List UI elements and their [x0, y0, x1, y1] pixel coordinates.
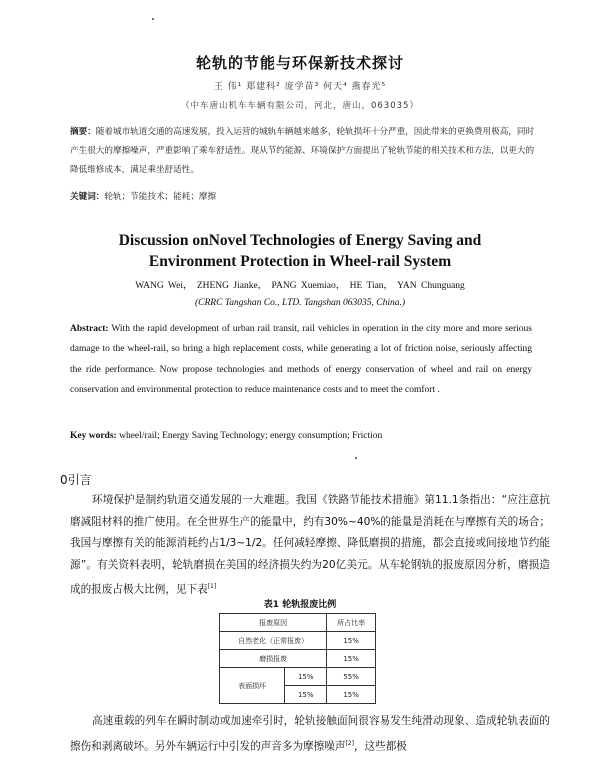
- table-cell-sub: 15%: [285, 686, 327, 704]
- chinese-title: 轮轨的节能与环保新技术探讨: [195, 54, 404, 72]
- wear-ratio-table: [219, 613, 376, 704]
- intro-paragraph-1: [70, 490, 550, 601]
- english-abstract-text: With the rapid development of urban rail transit, rail vehicles in operation in the city more and more serious damage to the wheel-rail, so bring a high replacement costs, while generating a lot of friction noise, seriously affecting the ride performance. Now propose technologies and methods of energy conservation of wheel and rail on energy conservation and environmental protection to reduce maintenance costs and to meet the comfort .: [70, 324, 532, 395]
- english-keywords-label: Key words:: [70, 431, 117, 441]
- scan-speck: [152, 18, 154, 20]
- scan-speck: [355, 457, 357, 459]
- chinese-abstract: [70, 123, 540, 180]
- chinese-keywords: [70, 190, 540, 202]
- english-keywords: [70, 431, 540, 441]
- chinese-keywords-label: 关键词：: [70, 192, 105, 202]
- english-title-line1: Discussion onNovel Technologies of Energy Saving and: [118, 232, 482, 249]
- table-cell-ratio: 55%: [327, 668, 376, 686]
- english-abstract: [70, 319, 532, 400]
- intro-paragraph-1-text: 环境保护是制约轨道交通发展的一大难题。我国《铁路节能技术措施》第11.1条指出：“应注意抗磨减阻材料的推广使用。在全世界生产的能量中，约有30%~40%的能量是消耗在与摩擦有关的场合；我国与摩擦有关的能源消耗约占1/3~1/2。任何减轻摩擦、降低磨损的措施，都会直接或间接地节约能源”。有关资料表明，轮轨磨损在美国的经济损失约为20亿美元。从车轮钢轨的报废原因分析，磨损造成的报废占极大比例，见下表: [70, 494, 550, 596]
- table-row: [220, 650, 376, 668]
- english-authors: WANG Wei， ZHENG Jianke， PANG Xuemiao， HE Tian， YAN Chunguang: [135, 281, 465, 291]
- table-cell-ratio: 15%: [327, 686, 376, 704]
- english-title: [0, 230, 600, 272]
- table-cell-ratio: 15%: [327, 632, 376, 650]
- intro-paragraph-2-text: 高速重载的列车在瞬时制动或加速牵引时，轮轨接触面间很容易发生纯滑动现象、造成轮轨表面的擦伤和剥离破坏。另外车辆运行中引发的声音多为摩擦噪声: [70, 715, 550, 753]
- intro-paragraph-2: [70, 711, 550, 758]
- chinese-affiliation: （中车唐山机车车辆有限公司，河北，唐山，063035）: [181, 101, 419, 111]
- table-cell-reason: 磨损报废: [220, 650, 327, 668]
- citation-ref-2: [2]: [345, 739, 354, 747]
- english-affiliation: (CRRC Tangshan Co., LTD. Tangshan 063035, China.): [195, 298, 405, 308]
- table-row: [220, 668, 376, 686]
- intro-paragraph-2-tail: ，这些都极: [353, 740, 407, 753]
- english-abstract-label: Abstract:: [70, 324, 109, 334]
- english-title-line2: Environment Protection in Wheel-rail System: [148, 253, 452, 270]
- chinese-authors: 王 伟¹ 郑建科² 庞学苗³ 何天⁴ 燕春光⁵: [213, 82, 387, 92]
- chinese-keywords-text: 轮轨；节能技术；能耗；摩擦: [104, 192, 217, 202]
- citation-ref-1: [1]: [207, 583, 217, 590]
- table-cell-reason: 表面损坏: [220, 668, 285, 704]
- table-row: [220, 614, 376, 632]
- english-keywords-text: wheel/rail; Energy Saving Technology; energy consumption; Friction: [119, 431, 383, 441]
- chinese-abstract-text: 随着城市轨道交通的高速发展，投入运营的城轨车辆越来越多，轮轨损坏十分严重，因此带来的更换费用极高，同时产生很大的摩擦噪声，严重影响了乘车舒适性。现从节约能源、环境保护方面提出了轮轨节能的相关技术和方法，以更大的降低维修成本，满足乘坐舒适性。: [70, 127, 535, 175]
- table-cell-ratio: 15%: [327, 650, 376, 668]
- chinese-abstract-label: 摘要：: [70, 127, 96, 137]
- section-heading: 0引言: [60, 473, 92, 487]
- table-caption: 表1 轮轨报废比例: [263, 600, 337, 610]
- table-header-reason: 报废原因: [220, 614, 327, 632]
- table-header-ratio: 所占比率: [327, 614, 376, 632]
- table-cell-sub: 15%: [285, 668, 327, 686]
- table-row: [220, 632, 376, 650]
- table-cell-reason: 自然老化（正常报废）: [220, 632, 327, 650]
